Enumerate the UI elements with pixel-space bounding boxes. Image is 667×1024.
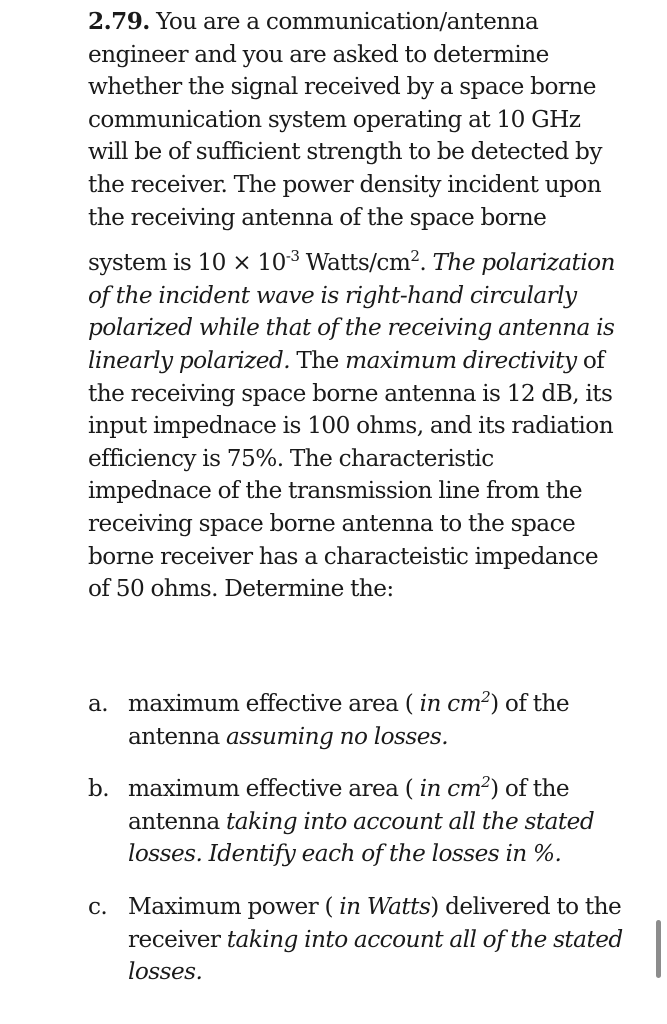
part-text: maximum effective area ( [128, 690, 420, 717]
problem-text-2: Watts/cm [299, 249, 411, 277]
polarization-statement: The polarization of the incident wave is right-hand circularly polarized while that of the receiving antenna is linearly polarized. [88, 249, 615, 374]
max-directivity-term: maximum directivity [345, 346, 577, 374]
part-text: Maximum power ( [128, 892, 340, 920]
unit-exponent: 2 [481, 687, 491, 706]
part-body [128, 773, 628, 871]
part-a [88, 688, 628, 753]
problem-text-5: The [290, 346, 346, 374]
problem-statement [88, 6, 623, 606]
unit-text: in cm [419, 690, 482, 717]
part-body [128, 891, 628, 989]
question-parts [88, 688, 628, 1009]
part-text: ) delivered to the receiver [128, 892, 622, 953]
problem-number: 2.79. [88, 8, 150, 35]
part-body [128, 688, 628, 753]
part-label: a. [88, 690, 109, 717]
part-text: ) of the antenna [128, 690, 570, 750]
part-text: ) of the antenna [128, 775, 570, 835]
unit-exponent: 2 [481, 772, 491, 791]
part-text: maximum effective area ( [128, 775, 420, 803]
problem-text-3: . [419, 249, 433, 277]
part-condition: taking into account all the stated losses. Identify each of the losses in %. [128, 807, 595, 868]
exponent-2: 2 [410, 246, 420, 265]
unit-text: in Watts [339, 892, 431, 920]
unit-text: in cm [419, 775, 482, 803]
part-condition: assuming no losses. [225, 722, 449, 750]
part-b [88, 773, 628, 871]
problem-text-1: You are a communication/antenna engineer and you are asked to determine whether the signal received by a space borne communication system operating at 10 GHz will be of sufficient strength to be detected by the receiver. The power density incident upon the receiving antenna of the space borne system is 10 × 10 [88, 8, 602, 277]
exponent-minus-3: -3 [285, 246, 300, 265]
part-label: c. [88, 892, 108, 920]
scrollbar-thumb[interactable] [656, 920, 661, 978]
problem-text-7: of the receiving space borne antenna is 12 dB, its input impednace is 100 ohms, and its radiation efficiency is 75%. The characteristic impednace of the transmission line from the receiving space borne antenna to the space borne receiver has a characteistic impedance of 50 ohms. Determine the: [88, 346, 614, 603]
part-condition: taking into account all of the stated losses. [128, 925, 623, 986]
part-label: b. [88, 775, 110, 803]
part-c [88, 891, 628, 989]
